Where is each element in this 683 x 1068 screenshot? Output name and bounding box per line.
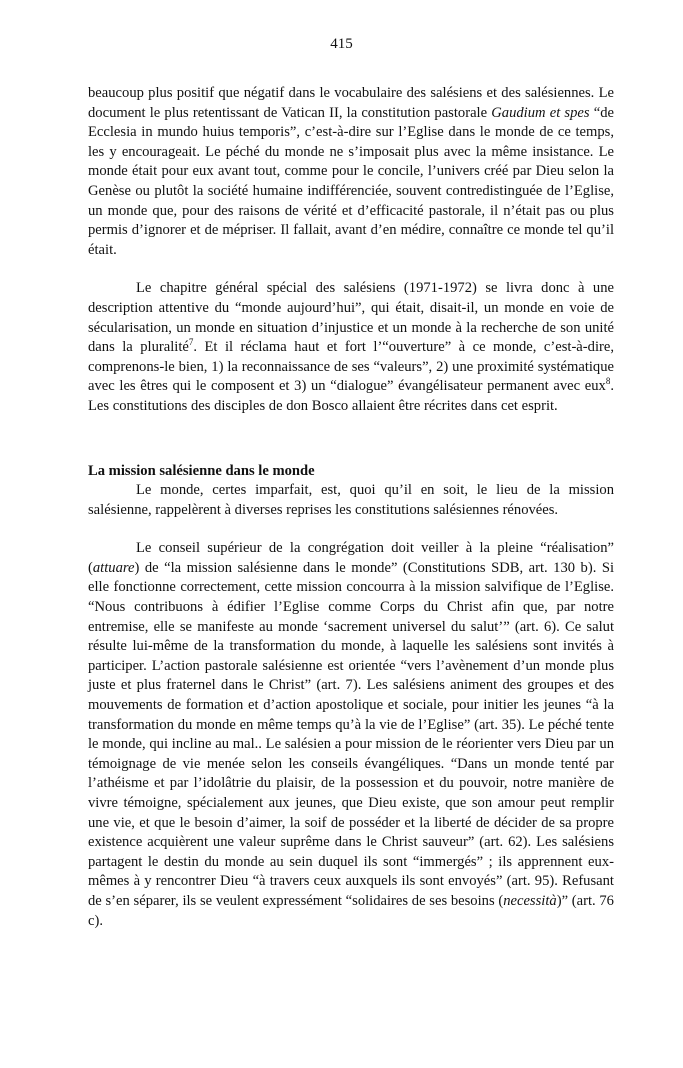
- page-number: 415: [330, 36, 353, 52]
- paragraph-4-text-a: Le conseil supérieur de la congrégation doit veiller à la pleine “réalisation” (: [88, 540, 614, 576]
- paragraph-2: [88, 279, 614, 416]
- paragraph-4-text-c: )” (art. 76 c).: [88, 892, 614, 929]
- page-body: [88, 84, 614, 931]
- paragraph-1-text-b: “de Ecclesia in mundo huius temporis”, c’est-à-dire sur l’Eglise dans le monde de ce temps, les y encourageait. Le péché du monde ne s’imposait plus avec la même insistance. Le monde était pour eux avant tout, comme pour le concile, l’univers créé par Dieu selon la Genèse ou plutôt la société humaine indifférenciée, souvent contredistinguée de l’Eglise, un monde que, pour des raisons de vérité et d’efficacité pastorale, il n’était pas ou plus permis d’ignorer et de mépriser. Il fallait, avant d’en médire, connaître ce monde tel qu’il était.: [88, 104, 614, 258]
- paragraph-1-text-a: beaucoup plus positif que négatif dans le vocabulaire des salésiens et des salésiennes. Le document le plus retentissant de Vatican II, la constitution pastorale: [88, 85, 614, 121]
- footnote-ref-8: 8: [605, 376, 611, 387]
- paragraph-1-italic-title: Gaudium et spes: [491, 104, 590, 121]
- paragraph-4-italic-necessita: necessità: [503, 892, 557, 909]
- paragraph-2-text-b: . Et il réclama haut et fort l’“ouverture” à ce monde, c’est-à-dire, comprenons-le bien, 1) la reconnaissance de ses “valeurs”, 2) une proximité systématique avec les êtres qui le composent et 3) un “dialogue” évangélisateur permanent avec eux: [88, 339, 614, 395]
- footnote-ref-7: 7: [188, 337, 194, 348]
- paragraph-4-text-b: ) de “la mission salésienne dans le monde” (Constitutions SDB, art. 130 b). Si elle fonctionne correctement, cette mission concourra à la mission salvifique de l’Eglise. “Nous contribuons à édifier l’Eglise comme Corps du Christ afin que, par notre entremise, elle se manifeste au monde ‘sacrement universel du salut’” (art. 6). Ce salut résulte lui-même de la transformation du monde, à laquelle les salésiens sont invités à participer. L’action pastorale salésienne est orientée “vers l’avènement d’un monde plus juste et plus fraternel dans le Christ” (art. 7). Les salésiens animent des groupes et des mouvements de formation et d’action apostolique et sociale, pour initier les jeunes “à la transformation du monde en même temps qu’à la vie de l’Eglise” (art. 35). Le péché tente le monde, qui incline au mal.. Le salésien a pour mission de le réorienter vers Dieu par un témoignage de vie menée selon les conseils évangéliques. “Dans un monde tenté par l’athéisme et par l’idolâtrie du plaisir, de la possession et du pouvoir, notre manière de vivre témoigne, spécialement aux jeunes, que Dieu existe, que son amour peut remplir une vie, et que le besoin d’aimer, la soif de posséder et la liberté de décider de sa propre existence acquièrent une valeur suprême dans le Christ sauveur” (art. 62). Les salésiens partagent le destin du monde au sein duquel ils sont “immergés” ; ils apprennent eux-mêmes à y rencontrer Dieu “à travers ceux auxquels ils sont envoyés” (art. 95). Refusant de s’en séparer, ils se veulent expressément “solidaires de ses besoins (: [88, 559, 614, 909]
- section-heading: La mission salésienne dans le monde: [88, 462, 315, 479]
- paragraph-2-text-c: . Les constitutions des disciples de don Bosco allaient être récrites dans cet esprit.: [88, 378, 614, 414]
- paragraph-1: [88, 84, 614, 260]
- paragraph-4-italic-attuare: attuare: [92, 559, 135, 576]
- paragraph-4: [88, 539, 614, 931]
- paragraph-2-text-a: Le chapitre général spécial des salésiens (1971-1972) se livra donc à une description attentive du “monde aujourd’hui”, qui était, disait-il, un monde en voie de sécularisation, un monde en situation d’injustice et un monde à la recherche de son unité dans la pluralité: [88, 280, 614, 356]
- paragraph-3: Le monde, certes imparfait, est, quoi qu’il en soit, le lieu de la mission salésienne, rappelèrent à diverses reprises les constitutions salésiennes rénovées.: [88, 482, 614, 518]
